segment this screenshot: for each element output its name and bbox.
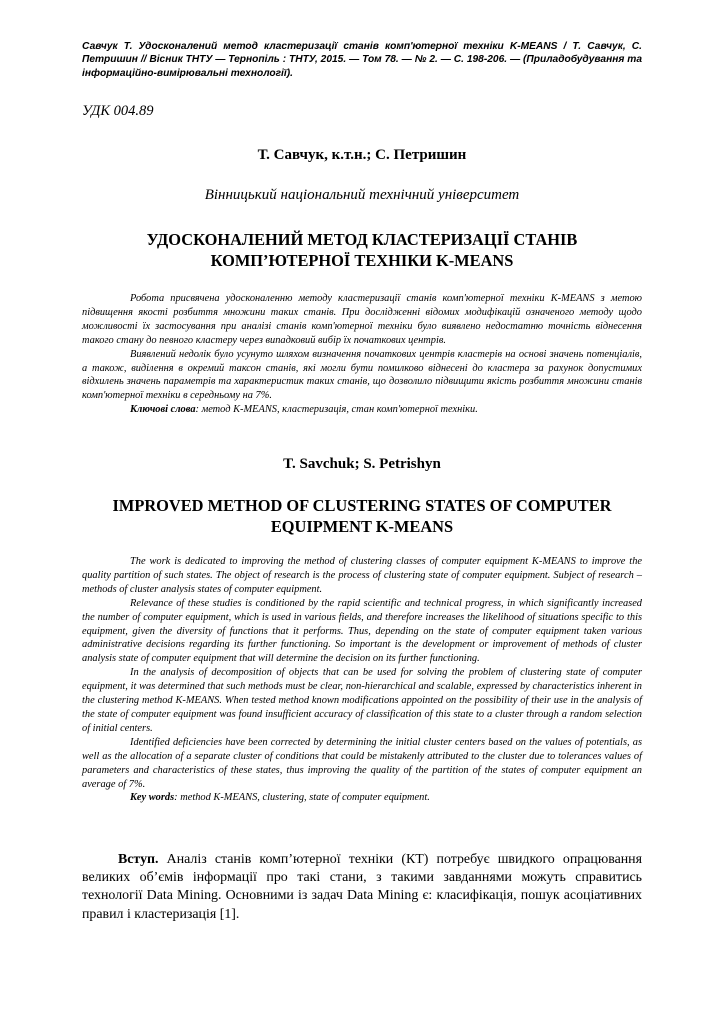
abstract-paragraph: In the analysis of decomposition of objects that can be used for solving the problem of clustering state of computer equipment, it was determined that such methods must be clear, non-hierarchical and scalable, expressed by characteristics inherent in the clustering method K-MEANS. When tested method known modifications appointed on the possibility of their use in the analysis of the state of computer equipment was found insufficient accuracy of classification of this state to a cluster through a random selection of initial centers.	[82, 667, 642, 734]
affiliation: Вінницький національний технічний університет	[204, 187, 520, 203]
introduction-section	[82, 851, 642, 924]
keywords-label: Key words	[130, 792, 175, 804]
keywords-text: : method K-MEANS, clustering, state of computer equipment.	[174, 792, 430, 804]
keywords-label: Ключові слова	[130, 404, 196, 416]
abstract-english	[82, 555, 642, 805]
intro-label: Вступ.	[118, 852, 159, 867]
title-ukrainian	[82, 229, 642, 271]
abstract-ukrainian	[82, 292, 642, 417]
abstract-paragraph: Identified deficiencies have been corrected by determining the initial cluster centers based on the values of potentials, as well as the allocation of a separate cluster of conditions that could be mistakenly attributed to the cluster due to tolerances values of parameters and characteristics of these states, thus improving the quality of the partition of the states of computer equipment an average of 7%.	[82, 736, 642, 790]
title-english-line1: IMPROVED METHOD OF CLUSTERING STATES OF COMPUTER	[112, 496, 612, 515]
keywords-english	[82, 791, 642, 805]
udk-code: УДК 004.89	[82, 103, 154, 119]
intro-paragraph	[82, 851, 642, 924]
keywords-text: : метод K-MEANS, кластеризація, стан комп'ютерної техніки.	[195, 404, 478, 416]
title-english	[82, 495, 642, 537]
abstract-paragraph: Робота присвячена удосконаленню методу кластеризації станів комп'ютерної техніки K-MEANS з метою підвищення якості розбиття множини таких станів. При дослідженні відомих модифікацій означеного методу щодо можливості їх застосування при аналізі станів комп'ютерної техніки було виявлено недостатню точність віднесення такого стану до певного кластеру через випадковий вибір їх початкових центрів.	[82, 293, 642, 346]
abstract-paragraph: The work is dedicated to improving the method of clustering classes of computer equipment K-MEANS to improve the quality partition of such states. The object of research is the process of clustering state of computer equipment. Subject of research – methods of cluster analysis states of computer equipment.	[82, 556, 642, 595]
abstract-paragraph: Relevance of these studies is conditioned by the rapid scientific and technical progress, in which significantly increased the number of computer equipment, which is used in various fields, and therefore increases the likelihood of situations specific to this equipment, given the diversity of functions that it performs. Thus, depending on the state of computer equipment taken various administrative decisions regarding its further functioning. So important is the development or improvement of methods of cluster analysis state of computer equipment that will determine the decision on its further functioning.	[82, 597, 642, 665]
title-ukrainian-line1: УДОСКОНАЛЕНИЙ МЕТОД КЛАСТЕРИЗАЦІЇ СТАНІВ	[146, 230, 578, 249]
authors-ukrainian: Т. Савчук, к.т.н.; С. Петришин	[257, 147, 467, 163]
title-ukrainian-line2: КОМП’ЮТЕРНОЇ ТЕХНІКИ K-MEANS	[210, 251, 514, 270]
keywords-ukrainian	[82, 403, 642, 417]
authors-english: T. Savchuk; S. Petrishyn	[283, 456, 441, 472]
abstract-paragraph: Виявлений недолік було усунуто шляхом визначення початкових центрів кластерів на основі значень потенціалів, а також, виділення в окремий таксон станів, які могли бути помилково віднесені до кластера за рахунок допустимих відхилень значень параметрів та характеристик таких станів, що дозволило підвищити якість розбиття множини станів комп'ютерної техніки в середньому на 7%.	[82, 348, 642, 402]
intro-text: Аналіз станів комп’ютерної техніки (КТ) потребує швидкого опрацювання великих об’ємів інформації про такі стани, з такими завданнями можуть справитись технології Data Mining. Основними із задач Data Mining є: класифікація, пошук асоціативних правил і кластеризація [1].	[82, 852, 642, 922]
citation-header: Савчук Т. Удосконалений метод кластеризації станів комп'ютерної техніки K-MEANS / Т. Савчук, С. Петришин // Вісник ТНТУ — Тернопіль : ТНТУ, 2015. — Том 78. — № 2. — С. 198-206. — (Приладобудування та інформаційно-вимірювальні технології).	[82, 41, 642, 79]
title-english-line2: EQUIPMENT K-MEANS	[270, 517, 454, 536]
